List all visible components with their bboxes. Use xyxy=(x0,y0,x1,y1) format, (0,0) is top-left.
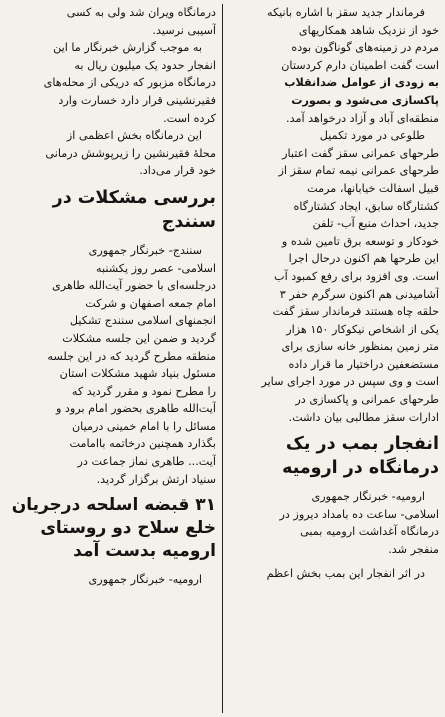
paragraph-line: کرده است. xyxy=(163,111,217,125)
headline-weapons-seized xyxy=(6,494,216,563)
paragraph-line: به زودی از عوامل ضدانقلاب xyxy=(284,76,439,90)
paragraph-line: طرحهای عمرانی سقز گفت اعتبار xyxy=(282,146,439,160)
paragraph-line: منطقه مطرح گردید که در این جلسه xyxy=(47,349,217,363)
paragraph-line: طرحهای عمرانی نیمه تمام سقز از xyxy=(278,164,439,178)
paragraph-line: درمانگاه آغداشت ارومیه بمبی xyxy=(300,525,439,539)
paragraph-line: محلهٔ فقیرنشین را زیرپوشش درمانی xyxy=(45,146,217,160)
paragraph-line: درجلسه‌ای با حضور آیت‌الله طاهری xyxy=(52,279,217,293)
article-urmia-continued xyxy=(6,4,216,180)
paragraph-line: انجمنهای اسلامی سنندج تشکیل xyxy=(69,314,217,328)
paragraph-line: متر زمین بمنظور خانه سازی برای xyxy=(281,340,439,354)
paragraph-line: بگذارد همچنین درخاتمه باامامت xyxy=(69,437,217,451)
paragraph-line: یکی از اشخاص نیکوکار ۱۵۰ هزار xyxy=(286,322,439,336)
article-urmia-body xyxy=(229,488,439,582)
paragraph-line: گردید و ضمن این جلسه مشکلات xyxy=(62,331,217,345)
paragraph: این درمانگاه بخش اعظمی از xyxy=(66,129,203,143)
headline-line: انفجار بمب در یک xyxy=(285,434,439,455)
paragraph-line: امام جمعه اصفهان و شرکت xyxy=(85,296,217,310)
headline-line: ۳۱ قبضه اسلحه درجریان xyxy=(11,495,217,516)
paragraph-line: طرحهای عمرانی و پاکسازی در xyxy=(295,393,439,407)
paragraph-line: حلقه چاه هستند فرماندار سقز گفت xyxy=(272,305,439,319)
paragraph-line: مستضعفین دراختیار ما قرار داده xyxy=(288,357,439,371)
article-sanandaj-body xyxy=(6,242,216,488)
paragraph-line: اسلامی- عصر روز یکشنبه xyxy=(96,261,217,275)
headline-line: خلع سلاح دو روستای xyxy=(40,518,217,539)
paragraph-line: خود قرار می‌داد. xyxy=(139,164,217,178)
headline-urmia-bomb xyxy=(229,432,439,480)
paragraph-line: مردم در زمینه‌های گوناگون بوده xyxy=(291,41,439,55)
paragraph: ارومیه- خبرنگار جمهوری xyxy=(311,490,425,504)
paragraph-line: این طرحها هم اکنون درحال اجرا xyxy=(288,252,439,266)
paragraph-line: جدید، احداث منبع آب- تلفن xyxy=(312,217,439,231)
paragraph-line: است. وی افزود برای رفع کمبود آب xyxy=(274,269,439,283)
headline-line: ارومیه بدست آمد xyxy=(73,541,217,562)
paragraph-line: خودکار و توسعه برق تامین شده و xyxy=(281,234,439,248)
paragraph-line: پاکسازی می‌شود و بصورت xyxy=(291,93,439,107)
paragraph-line: منطقه‌ای آباد و آزاد درخواهد آمد. xyxy=(286,111,439,125)
paragraph-line: کشتارگاه سابق، ایجاد کشتارگاه xyxy=(293,199,439,213)
paragraph-line: درمانگاه مزبور که دریکی از محله‌های xyxy=(43,76,217,90)
paragraph-line: آسیبی نرسید. xyxy=(152,23,217,37)
article-saqqez-body xyxy=(229,4,439,426)
paragraph: طلوعی در مورد تکمیل xyxy=(319,129,425,143)
right-column xyxy=(229,4,439,713)
headline-line: سنندج xyxy=(161,211,217,232)
paragraph-line: انفجار حدود یک میلیون ریال به xyxy=(74,58,217,72)
headline-line: درمانگاه در ارومیه xyxy=(282,458,439,479)
left-column xyxy=(6,4,216,713)
paragraph-line: منفجر شد. xyxy=(388,543,439,557)
paragraph-line: آیت‌الله طاهری بحضور امام برود و xyxy=(55,402,217,416)
paragraph: فرماندار جدید سقز با اشاره بانیکه xyxy=(266,6,425,19)
paragraph-line: را مطرح نمود و مقرر گردید که xyxy=(71,384,217,398)
headline-line: بررسی مشکلات در xyxy=(52,187,217,208)
paragraph-line: مسئول بنیاد شهید مشکلات استان xyxy=(59,367,217,381)
headline-sanandaj xyxy=(6,186,216,234)
paragraph-line: اسلامی- ساعت ده بامداد دیروز در xyxy=(279,507,439,521)
paragraph: به موجب گزارش خبرنگار ما این xyxy=(53,41,203,55)
paragraph-line: خود از نزدیک شاهد همکاریهای xyxy=(298,23,439,37)
paragraph-line: است و وی سپس در مورد اجرای سایر xyxy=(261,375,439,389)
paragraph-line: آیت... طاهری نماز جماعت در xyxy=(77,455,217,469)
paragraph-line: سنیاد ارتش برگزار گردید. xyxy=(96,472,217,486)
column-divider xyxy=(222,4,223,713)
paragraph-line: است گفت اطمینان دارم کردستان xyxy=(281,58,439,72)
article-weapons-body xyxy=(6,571,216,589)
paragraph-line: مسائل را با امام خمینی درمیان xyxy=(71,419,217,433)
paragraph-line: درمانگاه ویران شد ولی به کسی xyxy=(66,6,217,19)
paragraph-line: آشامیدنی هم اکنون سرگرم حفر ۳ xyxy=(279,287,439,301)
paragraph: سنندج- خبرنگار جمهوری xyxy=(88,243,203,257)
paragraph: در اثر انفجار این بمب بخش اعظم xyxy=(266,566,425,580)
paragraph-line: ادارات سقز مطالبی بیان داشت. xyxy=(288,410,439,424)
paragraph-line: قبیل اسفالت خیابانها، مرمت xyxy=(307,181,439,195)
paragraph: ارومیه- خبرنگار جمهوری xyxy=(88,573,203,587)
paragraph-line: فقیرنشینی قرار دارد خسارت وارد xyxy=(58,93,217,107)
